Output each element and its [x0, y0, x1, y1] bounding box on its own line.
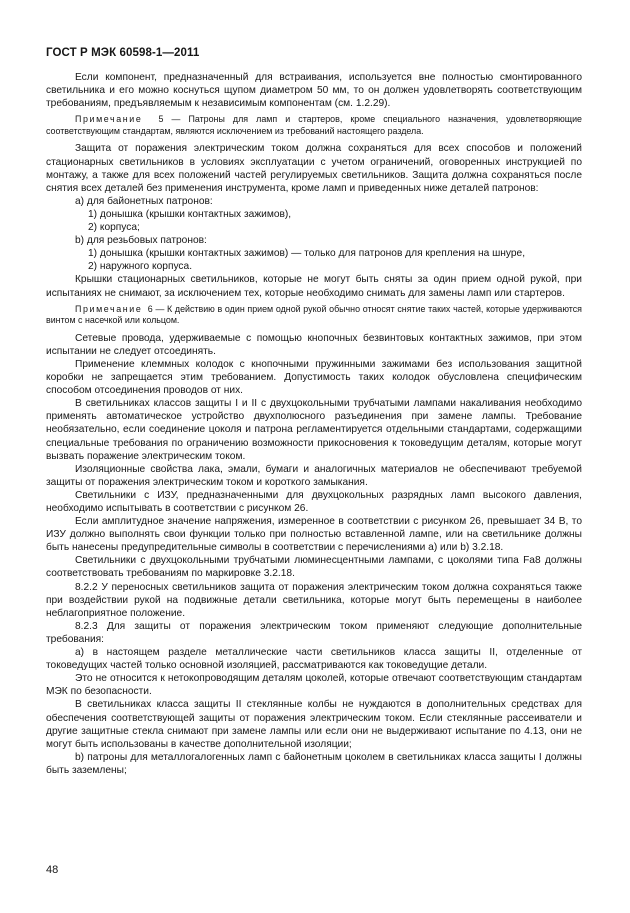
- list-subitem: 2) корпуса;: [88, 222, 140, 234]
- list-item: b) для резьбовых патронов:: [75, 235, 207, 247]
- paragraph: Светильники с двухцокольными трубчатыми люминесцентными лампами, с цоколями типа Fa8 должны соответствовать требованиям по маркировке 3.2.18.: [46, 555, 582, 580]
- list-subitem: 2) наружного корпуса.: [88, 261, 193, 273]
- paragraph: Применение клеммных колодок с кнопочными пружинными зажимами без использования защитной коробки не запрещается этим требованием. Допустимость таких колодок обусловлена специфическим способом отсоединения проводов от них.: [46, 358, 582, 397]
- paragraph: Это не относится к нетокопроводящим деталям цоколей, которые отвечают соответствующим стандартам МЭК по безопасности.: [46, 673, 582, 698]
- paragraph: Защита от поражения электрическим током должна сохраняться для всех способов и положений стационарных светильников в условиях эксплуатации с учетом ограничений, оговоренных инструкцией по монтажу, а также для всех положений частей регулируемых светильников. Защита должна сохраняться после снятия всех деталей без применения инструмента, кроме ламп и приведенных ниже деталей патронов:: [46, 143, 582, 194]
- note-label: Примечание: [75, 303, 143, 314]
- document-body: [46, 71, 582, 777]
- note-label: Примечание: [75, 114, 143, 125]
- paragraph: Светильники с ИЗУ, предназначенными для двухцокольных разрядных ламп высокого давления, необходимо испытывать в соответствии с рисунком 26.: [46, 489, 582, 514]
- paragraph: Изоляционные свойства лака, эмали, бумаги и аналогичных материалов не обеспечивают требуемой защиты от поражения электрическим током и короткого замыкания.: [46, 463, 582, 488]
- paragraph: В светильниках класса защиты II стеклянные колбы не нуждаются в дополнительных средствах для обеспечения соответствующей защиты от поражения электрическим током. Если стеклянные рассеиватели и другие защитные стекла снимают при замене лампы или если они не выдерживают испытание по 4.13, они не могут быть использованы в качестве дополнительной изоляции;: [46, 699, 582, 750]
- paragraph: Если компонент, предназначенный для встраивания, используется вне полностью смонтированного светильника и его можно коснуться щупом диаметром 50 мм, то он должен удовлетворять соответствующим требованиям, предъявляемым к независимым компонентам (см. 1.2.29).: [46, 72, 582, 110]
- list-item: а) для байонетных патронов:: [75, 195, 213, 207]
- paragraph: В светильниках классов защиты I и II с двухцокольными трубчатыми лампами накаливания необходимо применять автоматическое устройство двухполюсного разъединения при замене лампы. Требование необязательно, если соединение цоколя и патрона регламентируется отдельными стандартами, содержащими специальные требования по ограничению возможности прикосновения к токоведущим деталям, которые могут вызвать поражение электрическим током.: [46, 398, 582, 462]
- note-text: 5 — Патроны для ламп и стартеров, кроме специального назначения, удовлетворяющие соответствующим стандартам, являются исключением из требований настоящего раздела.: [46, 114, 582, 136]
- clause-8-2-3: 8.2.3 Для защиты от поражения электрическим током применяют следующие дополнительные требования:: [46, 620, 582, 645]
- paragraph: Если амплитудное значение напряжения, измеренное в соответствии с рисунком 26, превышает 34 В, то ИЗУ должно выполнять свои функции только при полностью вставленной лампе, или на светильнике должны быть нанесены предупредительные символы в соответствии с перечислениями а) или b) 3.2.18.: [46, 516, 582, 554]
- clause-8-2-2: 8.2.2 У переносных светильников защита от поражения электрическим током должна сохраняться также при воздействии рукой на подвижные детали светильника, которые могут быть перемещены в наиболее неблагоприятное положение.: [46, 581, 582, 619]
- paragraph: b) патроны для металлогалогенных ламп с байонетным цоколем в светильниках класса защиты I должны быть заземлены;: [46, 751, 582, 776]
- note: [46, 304, 582, 327]
- paragraph: а) в настоящем разделе металлические части светильников класса защиты II, отделенные от токоведущих частей только основной изоляцией, рассматриваются как токоведущие детали.: [46, 647, 582, 672]
- paragraph: Крышки стационарных светильников, которые не могут быть сняты за один прием одной рукой, при испытаниях не снимают, за исключением тех, которые необходимо снимать для замены ламп или стартеров.: [46, 274, 582, 299]
- note-text: 6 — К действию в один прием одной рукой обычно относят снятие таких частей, которые удерживаются винтом с насечкой или кольцом.: [46, 303, 582, 326]
- list-subitem: 1) донышка (крышки контактных зажимов) — только для патронов для крепления на шнуре,: [88, 248, 526, 260]
- note: [46, 114, 582, 137]
- page-number: 48: [46, 864, 59, 876]
- list-subitem: 1) донышка (крышки контактных зажимов),: [88, 208, 292, 220]
- paragraph: Сетевые провода, удерживаемые с помощью кнопочных безвинтовых контактных зажимов, при этом испытании не следует отсоединять.: [46, 332, 582, 357]
- page-header: ГОСТ Р МЭК 60598-1—2011: [46, 47, 200, 59]
